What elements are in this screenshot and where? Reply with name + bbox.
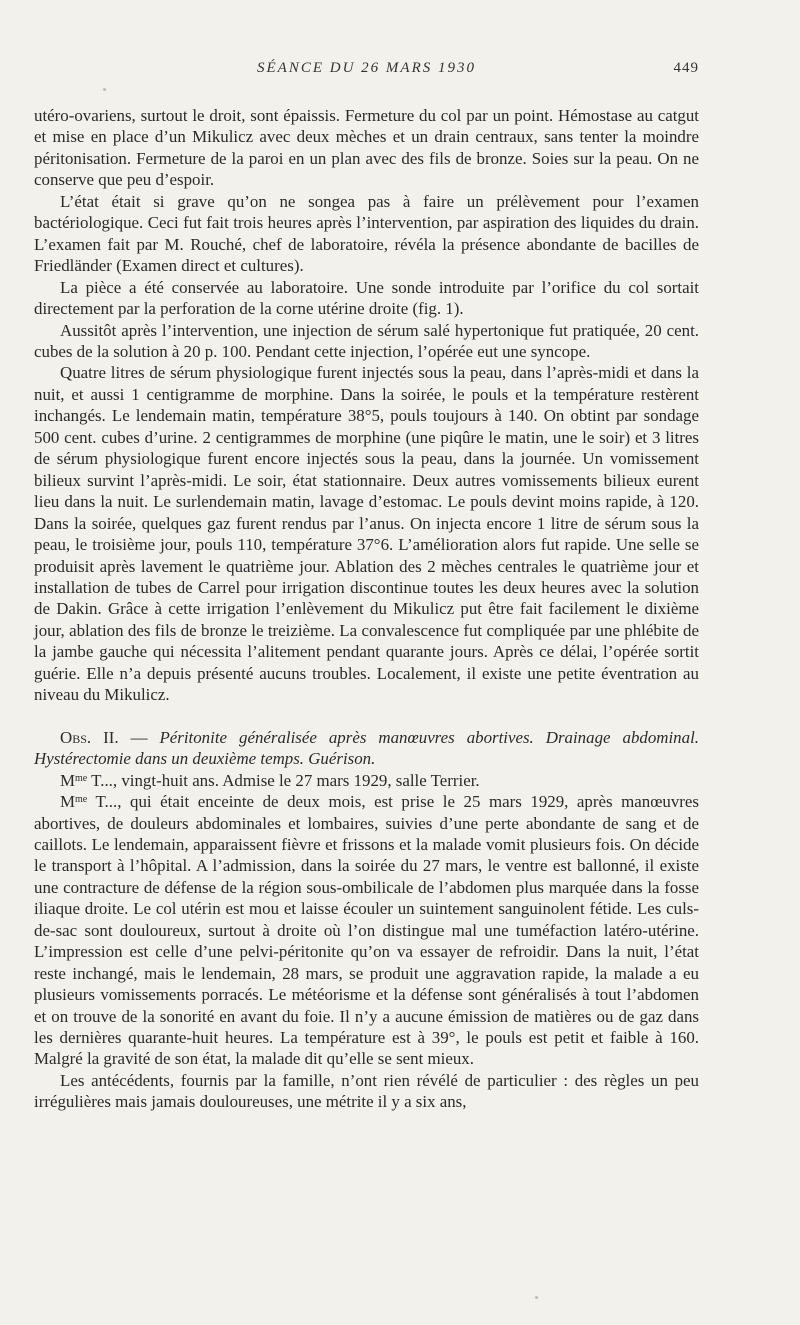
patient-honorific-sup: me: [75, 772, 88, 784]
patient-admission-text: T..., vingt-huit ans. Admise le 27 mars 1929, salle Terrier.: [87, 770, 480, 790]
patient-honorific: M: [60, 770, 76, 790]
observation-title: Péritonite généralisée après manœuvres abortives. Drainage abdominal. Hystérectomie dans un deuxième temps. Guérison.: [34, 727, 699, 769]
observation-heading: [34, 727, 699, 770]
paper-speck: [535, 1296, 538, 1299]
paper-speck: [103, 88, 106, 91]
observation-dash: —: [130, 727, 148, 747]
running-head: [34, 60, 699, 84]
case-honorific-sup: me: [75, 794, 88, 806]
patient-admission: [34, 770, 699, 791]
running-title: SÉANCE DU 26 MARS 1930: [257, 60, 476, 76]
paragraph-continuation: utéro-ovariens, surtout le droit, sont épaissis. Fermeture du col par un point. Hémostase au catgut et mise en place d’un Mikulicz avec deux mèches et un drain centraux, sans tenter la moindre péritonisation. Fermeture de la paroi en un plan avec des fils de bronze. Soies sur la peau. On ne conserve que peu d’espoir.: [34, 106, 699, 190]
paragraph-antecedents: Les antécédents, fournis par la famille, n’ont rien révélé de particulier : des règles un peu irrégulières mais jamais douloureuses, une métrite il y a six ans,: [34, 1070, 699, 1112]
paragraph-bacteriology: L’état était si grave qu’on ne songea pas à faire un prélèvement pour l’examen bactériologique. Ceci fut fait trois heures après l’intervention, par aspiration des liquides du drain. L’examen fait par M. Rouché, chef de laboratoire, révéla la présence abondante de bacilles de Friedländer (Examen direct et cultures).: [34, 191, 699, 276]
observation-label: Obs. II.: [60, 727, 119, 747]
case-honorific: M: [60, 792, 76, 812]
page-number: 449: [673, 60, 699, 76]
paragraph-postoperative-course: Quatre litres de sérum physiologique furent injectés sous la peau, dans l’après-midi et dans la nuit, et aussi 1 centigramme de morphine. Dans la soirée, le pouls et la température restèrent inchangés. Le lendemain matin, température 38°5, pouls toujours à 140. On obtint par sondage 500 cent. cubes d’urine. 2 centigrammes de morphine (une piqûre le matin, une le soir) et 3 litres de sérum physiologique furent encore injectés sous la peau, dans la journée. Un vomissement bilieux survint l’après-midi. Le soir, état stationnaire. Deux autres vomissements bilieux eurent lieu dans la nuit. Le surlendemain matin, lavage d’estomac. Le pouls devint moins rapide, à 120. Dans la soirée, quelques gaz furent rendus par l’anus. On injecta encore 1 litre de sérum sous la peau, le troisième jour, pouls 110, température 37°6. L’amélioration alors fut rapide. Une selle se produisit après lavement le quatrième jour. Ablation des 2 mèches centrales le quatrième jour et installation de tubes de Carrel pour irrigation discontinue toutes les deux heures avec la solution de Dakin. Grâce à cette irrigation l’enlèvement du Mikulicz put être fait facilement le dixième jour, ablation des fils de bronze le treizième. La convalescence fut compliquée par une phlébite de la jambe gauche qui nécessita l’alitement pendant quarante jours. Après ce délai, l’opérée sortit guérie. Elle n’a depuis présenté aucuns troubles. Localement, il existe une petite éventration au niveau du Mikulicz.: [34, 363, 699, 705]
paragraph-case-history: [34, 791, 699, 1070]
case-history-text: T..., qui était enceinte de deux mois, est prise le 25 mars 1929, après manœuvres abortives, de douleurs abdominales et lombaires, suivies d’une perte abondante de sang et de caillots. Le lendemain, apparaissent fièvre et frissons et la malade vomit plusieurs fois. On décide le transport à l’hôpital. A l’admission, dans la soirée du 27 mars, le ventre est ballonné, il existe une contracture de défense de la région sous-ombilicale de l’abdomen plus marquée dans la fosse iliaque droite. Le col utérin est mou et laisse écouler un suintement sanguinolent fétide. Les culs-de-sac sont douloureux, surtout à droite où l’on distingue mal une tuméfaction latéro-utérine. L’impression est celle d’une pelvi-péritonite qu’on va essayer de refroidir. Dans la nuit, l’état reste inchangé, mais le lendemain, 28 mars, se produit une aggravation rapide, la malade a eu plusieurs vomissements porracés. Le météorisme et la défense sont généralisés à tout l’abdomen et on trouve de la sonorité en avant du foie. Il n’y a aucune émission de matières ou de gaz dans les dernières quarante-huit heures. La température est à 39°, le pouls est petit et faible à 160. Malgré la gravité de son état, la malade dit qu’elle se sent mieux.: [34, 792, 699, 1069]
paragraph-injection: Aussitôt après l’intervention, une injection de sérum salé hypertonique fut pratiquée, 20 cent. cubes de la solution à 20 p. 100. Pendant cette injection, l’opérée eut une syncope.: [34, 320, 699, 361]
paragraph-specimen: La pièce a été conservée au laboratoire. Une sonde introduite par l’orifice du col sortait directement par la perforation de la corne utérine droite (fig. 1).: [34, 277, 699, 319]
body-text: [34, 105, 699, 1113]
